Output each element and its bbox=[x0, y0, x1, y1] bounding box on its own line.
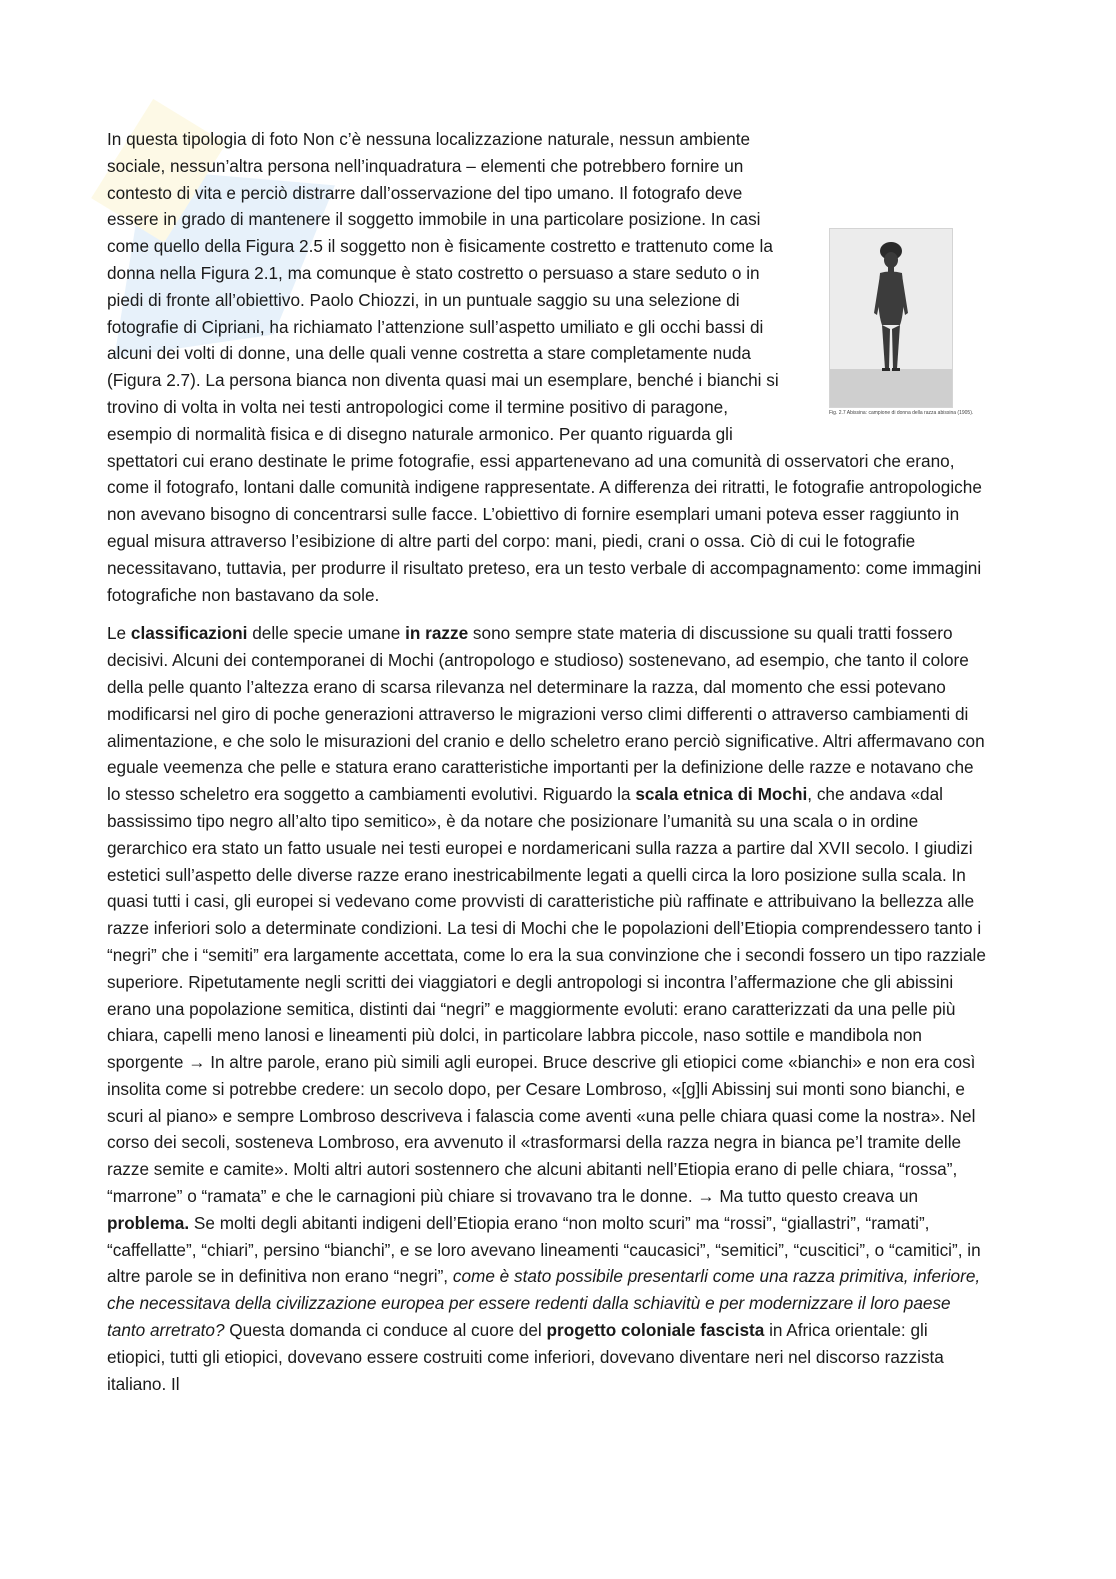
p2-text-5: In altre parole, erano più simili agli europei. Bruce descrive gli etiopici come «bianchi» e non era così insolita come si potrebbe credere: un secolo dopo, per Cesare Lombroso, «[g]li Abissinj sui monti sono bianchi, e scuri al piano» e sempre Lombroso descriveva i falascia come aventi «una pelle chiara quasi come la nostra». Nel corso dei secoli, sosteneva Lombroso, era avvenuto il «trasformarsi della razza negra in bianca pe’l tramite delle razze semite e camite». Molti altri autori sostennero che alcuni abitanti nell’Etiopia erano di pelle chiara, “rossa”, “marrone” o “ramata” e che le carnagioni più chiare si trovavano tra le donne. bbox=[107, 1052, 976, 1207]
figure-2-7 bbox=[829, 228, 987, 416]
paragraph-1-text: In questa tipologia di foto Non c’è nessuna localizzazione naturale, nessun ambiente sociale, nessun’altra persona nell’inquadratura – elementi che potrebbero fornire un contesto di vita e perciò distrarre dall’osservazione del tipo umano. Il fotografo deve essere in grado di mantenere il soggetto immobile in una particolare posizione. In casi come quello della Figura 2.5 il soggetto non è fisicamente costretto e trattenuto come la donna nella Figura 2.1, ma comunque è stato costretto o persuaso a stare seduto o in piedi di fronte all’obiettivo. Paolo Chiozzi, in un puntuale saggio su una selezione di fotografie di Cipriani, ha richiamato l’attenzione sull’aspetto umiliato e gli occhi bassi di alcuni dei volti di donne, una delle quali venne costretta a stare completamente nuda (Figura 2.7). La persona bianca non diventa quasi mai un esemplare, benché i bianchi si trovino di volta in volta nei testi antropologici come il termine positivo di paragone, esempio di normalità fisica e di disegno naturale armonico. Per quanto riguarda gli spettatori cui erano destinate le prime fotografie, essi appartenevano ad una comunità di osservatori che erano, come il fotografo, lontani dalle comunità indigene rappresentate. A differenza dei ritratti, le fotografie antropologiche non avevano bisogno di concentrarsi sulle facce. L’obiettivo di fornire esemplari umani poteva esser raggiunto in egual misura attraverso l’esibizione di altre parti del corpo: mani, piedi, crani o ossa. Ciò di cui le fotografie necessitavano, tuttavia, per produrre il risultato preteso, era un testo verbale di accompagnamento: come immagini fotografiche non bastavano da sole. bbox=[107, 129, 982, 605]
p2-bold-in-razze: in razze bbox=[405, 623, 469, 644]
figure-photo bbox=[829, 228, 953, 408]
p2-text-4: , che andava «dal bassissimo tipo negro all’alto tipo semitico», è da notare che posizionare l’umanità su una scala o in ordine gerarchico era stato un fatto usuale nei testi europei e nordamericani sulla razza a partire dal XVII secolo. I giudizi estetici sull’aspetto delle diverse razze erano inestricabilmente legati a quelli circa la loro posizione sulla scala. In quasi tutti i casi, gli europei si vedevano come provvisti di caratteristiche più raffinate e attribuivano la bellezza alle razze inferiori solo a determinate condizioni. La tesi di Mochi che le popolazioni dell’Etiopia comprendessero tanto i “negri” che i “semiti” era largamente accettata, come lo era la sua convinzione che i secondi fossero un tipo razziale superiore. Ripetutamente negli scritti dei viaggiatori e degli antropologi si incontra l’affermazione che gli abissini erano una popolazione semitica, distinti dai “negri” e maggiormente evoluti: erano caratterizzati da una pelle più chiara, capelli meno lanosi e lineamenti più dolci, in particolare labbra piccole, naso sottile e mandibola non sporgente bbox=[107, 784, 986, 1073]
p2-text-6: Ma tutto questo creava un bbox=[714, 1186, 919, 1207]
arrow-right-icon: → bbox=[697, 1186, 715, 1207]
p2-text-3: sono sempre state materia di discussione su quali tratti fossero decisivi. Alcuni dei contemporanei di Mochi (antropologo e studioso) sostenevano, ad esempio, che tanto il colore della pelle quanto l’altezza erano di scarsa rilevanza nel determinare la razza, dal momento che essi potevano modificarsi nel giro di poche generazioni attraverso le migrazioni verso climi differenti o attraverso cambiamenti di alimentazione, e che solo le misurazioni del cranio e dello scheletro erano perciò significative. Altri affermavano con eguale veemenza che pelle e statura erano caratteristiche importanti per la definizione delle razze e notavano che lo stesso scheletro era soggetto a cambiamenti evolutivi. Riguardo la bbox=[107, 623, 985, 805]
p2-text-9: in Africa orientale: gli etiopici, tutti gli etiopici, dovevano essere costruiti come inferiori, dovevano diventare neri nel discorso razzista italiano. Il bbox=[107, 1320, 944, 1394]
document-page bbox=[107, 126, 987, 1409]
p2-text-1: Le bbox=[107, 623, 131, 644]
p2-text-7: Se molti degli abitanti indigeni dell’Etiopia erano “non molto scuri” ma “rossi”, “giallastri”, “ramati”, “caffellatte”, “chiari”, persino “bianchi”, e se loro avevano lineamenti “caucasici”, “semitici”, “cuscitici”, o “camitici”, in altre parole se in definitiva non erano “negri”, bbox=[107, 1212, 981, 1287]
p2-bold-classificazioni: classificazioni bbox=[130, 623, 248, 644]
standing-woman-image bbox=[830, 229, 952, 407]
p2-bold-problema: problema. bbox=[107, 1212, 190, 1233]
arrow-right-icon: → bbox=[188, 1052, 206, 1073]
figure-caption: Fig. 2.7 Abissina: campione di donna della razza abissina (1905). bbox=[829, 410, 974, 416]
p2-bold-scala-etnica: scala etnica di Mochi bbox=[635, 784, 808, 805]
p2-text-2: delle specie umane bbox=[247, 623, 406, 644]
paragraph-2 bbox=[107, 620, 987, 1397]
p2-italic-question: come è stato possibile presentarli come una razza primitiva, inferiore, che necessitava della civilizzazione europea per essere redenti dalla schiavitù e per modernizzare il loro paese tanto arretrato? bbox=[107, 1266, 981, 1341]
p2-text-8: Questa domanda ci conduce al cuore del bbox=[224, 1320, 547, 1341]
p2-bold-progetto-coloniale: progetto coloniale fascista bbox=[546, 1320, 765, 1341]
